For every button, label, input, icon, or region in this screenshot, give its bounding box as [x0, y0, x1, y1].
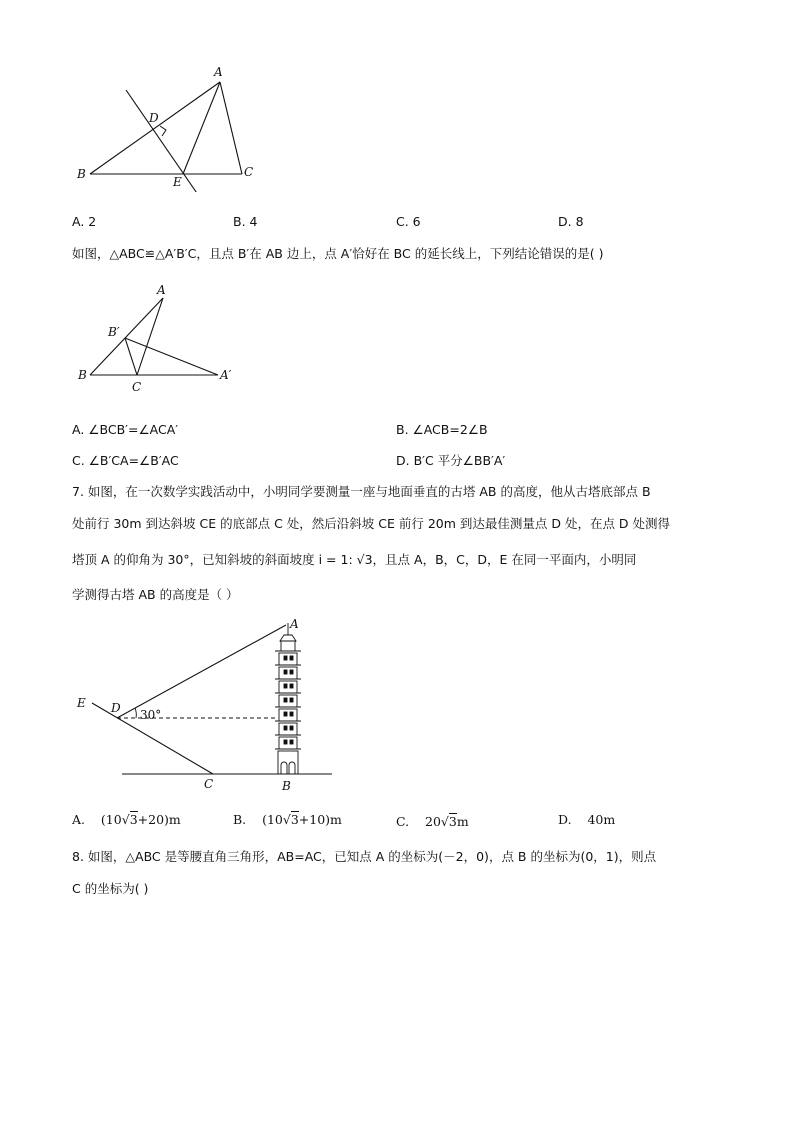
- q6-line-ac: [137, 298, 163, 375]
- q7-line-2: 处前行 30m 到达斜坡 CE 的底部点 C 处，然后沿斜坡 CE 前行 20m 到达最佳测量点 D 处，在点 D 处测得: [72, 516, 671, 531]
- q7-figure: [70, 615, 340, 795]
- q5-option-b: B. 4: [233, 214, 258, 229]
- q5-line-ac: [220, 82, 242, 174]
- q8-line-1: 8. 如图，△ABC 是等腰直角三角形，AB=AC，已知点 A 的坐标为(－2，0)，点 B 的坐标为(0，1)，则点: [72, 849, 657, 864]
- q7-line-4: 学测得古塔 AB 的高度是（ ）: [72, 587, 239, 602]
- q7-angle-label: 30°: [140, 708, 162, 722]
- q7-label-c: C: [204, 777, 214, 791]
- q6-option-a: A. ∠BCB′=∠ACA′: [72, 422, 179, 437]
- q5-option-d: D. 8: [558, 214, 584, 229]
- q5-figure: [70, 62, 270, 192]
- q7-label-a: A: [290, 617, 299, 631]
- q7-label-d: D: [111, 701, 121, 715]
- q7-option-d: D. 40m: [558, 812, 616, 827]
- q5-label-a: A: [214, 65, 223, 79]
- q5-label-e: E: [173, 175, 182, 189]
- q7-option-a: A. (10√3+20)m: [72, 812, 181, 827]
- q6-line-ba: [90, 298, 163, 375]
- q5-label-d: D: [149, 111, 159, 125]
- q7-option-a-radicand: 3: [129, 812, 138, 827]
- q6-figure: [70, 280, 250, 395]
- q6-label-b-prime: B′: [108, 325, 120, 339]
- q7-angle-arc: [135, 708, 136, 718]
- q5-option-a: A. 2: [72, 214, 97, 229]
- q7-line-3: 塔顶 A 的仰角为 30°，已知斜坡的斜面坡度 i = 1: √3，且点 A，B，C，D，E 在同一平面内，小明同: [72, 552, 637, 567]
- q7-line-1: 7. 如图，在一次数学实践活动中，小明同学要测量一座与地面垂直的古塔 AB 的高度，他从古塔底部点 B: [72, 484, 651, 499]
- q5-line-ba: [90, 82, 220, 174]
- q6-option-d: D. B′C 平分∠BB′A′: [396, 453, 506, 468]
- q5-label-b: B: [77, 167, 86, 181]
- q5-label-c: C: [244, 165, 254, 179]
- q7-label-b: B: [282, 779, 291, 793]
- q6-label-a-prime: A′: [220, 368, 232, 382]
- q8-line-2: C 的坐标为( ): [72, 881, 149, 896]
- q7-sight-line-da: [117, 625, 286, 718]
- q7-option-b: B. (10√3+10)m: [233, 812, 342, 827]
- q6-option-c: C. ∠B′CA=∠B′AC: [72, 453, 179, 468]
- pagoda-icon: [275, 623, 301, 774]
- q6-line-b-prime-c: [125, 338, 137, 375]
- q6-label-c: C: [132, 380, 142, 394]
- q7-option-b-radicand: 3: [290, 812, 299, 827]
- q6-stem: 如图，△ABC≌△A′B′C，且点 B′在 AB 边上，点 A′恰好在 BC 的延长线上，下列结论错误的是( ): [72, 246, 604, 261]
- q7-option-c-radicand: 3: [448, 814, 457, 829]
- q5-right-angle-mark: [160, 126, 166, 136]
- q6-label-b: B: [78, 368, 87, 382]
- q7-option-c: C. 20√3m: [396, 814, 469, 829]
- q5-line-ae: [183, 82, 220, 174]
- q5-option-c: C. 6: [396, 214, 421, 229]
- q6-option-b: B. ∠ACB=2∠B: [396, 422, 488, 437]
- q6-label-a: A: [157, 283, 166, 297]
- q7-label-e: E: [77, 696, 86, 710]
